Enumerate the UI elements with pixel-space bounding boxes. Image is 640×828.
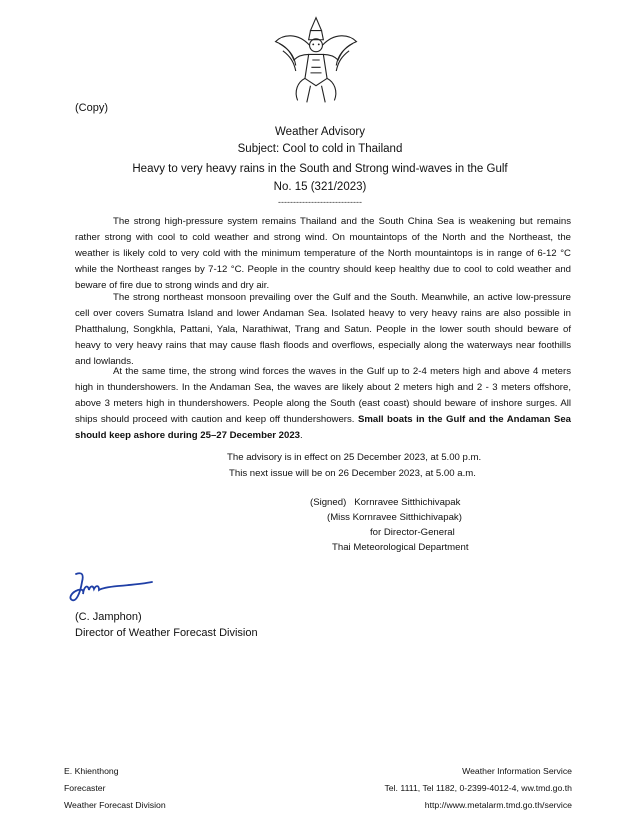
footer-service: Weather Information Service bbox=[462, 766, 572, 776]
signer-organization: Thai Meteorological Department bbox=[332, 542, 469, 553]
signed-line: (Signed) Kornravee Sitthichivapak bbox=[310, 497, 461, 508]
signer-role: for Director-General bbox=[370, 527, 455, 538]
title-divider: ---------------------------- bbox=[278, 197, 362, 207]
footer-author-role: Forecaster bbox=[64, 783, 106, 793]
document-title: Weather Advisory bbox=[275, 126, 365, 138]
effective-time: The advisory is in effect on 25 December 2023, at 5.00 p.m. bbox=[227, 452, 482, 463]
document-headline: Heavy to very heavy rains in the South and Strong wind-waves in the Gulf bbox=[132, 163, 508, 175]
footer-division: Weather Forecast Division bbox=[64, 800, 166, 810]
paragraph-wind-waves bbox=[75, 364, 571, 444]
paragraph-wind-waves-text: At the same time, the strong wind forces the waves in the Gulf up to 2-4 meters high and above 4 meters high in thundershowers. In the Andaman Sea, the waves are likely about 2 meters high and 2 - 3 meters offshore, above 3 meters high in thundershowers. People along the South (east coast) should beware of inshore surges. All ships should proceed with caution and keep off thundershowers. bbox=[75, 366, 571, 426]
copy-label: (Copy) bbox=[75, 102, 109, 114]
paragraph-heavy-rain: The strong northeast monsoon prevailing over the Gulf and the South. Meanwhile, an active low-pressure cell over covers Sumatra Island and lower Andaman Sea. Isolated heavy to very heavy rains are also possible in Phatthalung, Songkhla, Pattani, Yala, Narathiwat, Trang and Satun. People in the lower south should beware of heavy to very heavy rains that may cause flash floods and overflows, especially along the waterways near foothills and lowlands. bbox=[75, 292, 571, 368]
paragraph-wind-waves-end: . bbox=[300, 430, 303, 442]
document-number: No. 15 (321/2023) bbox=[273, 181, 367, 193]
document-subject: Subject: Cool to cold in Thailand bbox=[237, 143, 403, 155]
signer-full-name: (Miss Kornravee Sitthichivapak) bbox=[327, 512, 462, 523]
next-issue-time: This next issue will be on 26 December 2023, at 5.00 a.m. bbox=[229, 468, 476, 479]
paragraph-cold-weather: The strong high-pressure system remains Thailand and the South China Sea is weakening but remains rather strong with cool to cold weather and strong wind. On mountaintops of the North and the Northeast, the weather is likely cold to very cold with the minimum temperature of the North mountaintops is in range of 6-12 °C while the Northeast ranges by 7-12 °C. People in the country should keep healthy due to cool to cold weather and beware of fire due to strong winds and dry air. bbox=[75, 216, 571, 292]
director-name: (C. Jamphon) bbox=[75, 611, 142, 623]
footer-phone: Tel. 1111, Tel 1182, 0-2399-4012-4, ww.tmd.go.th bbox=[384, 783, 572, 793]
footer-author: E. Khienthong bbox=[64, 766, 119, 776]
handwritten-signature bbox=[68, 568, 160, 608]
footer-url[interactable]: http://www.metalarm.tmd.go.th/service bbox=[424, 800, 572, 810]
paragraph-wind-waves-warning: Small boats in the Gulf and the Andaman Sea should keep ashore during 25–27 December 2023 bbox=[75, 414, 571, 442]
garuda-emblem-icon bbox=[270, 14, 362, 106]
director-position: Director of Weather Forecast Division bbox=[75, 627, 258, 639]
